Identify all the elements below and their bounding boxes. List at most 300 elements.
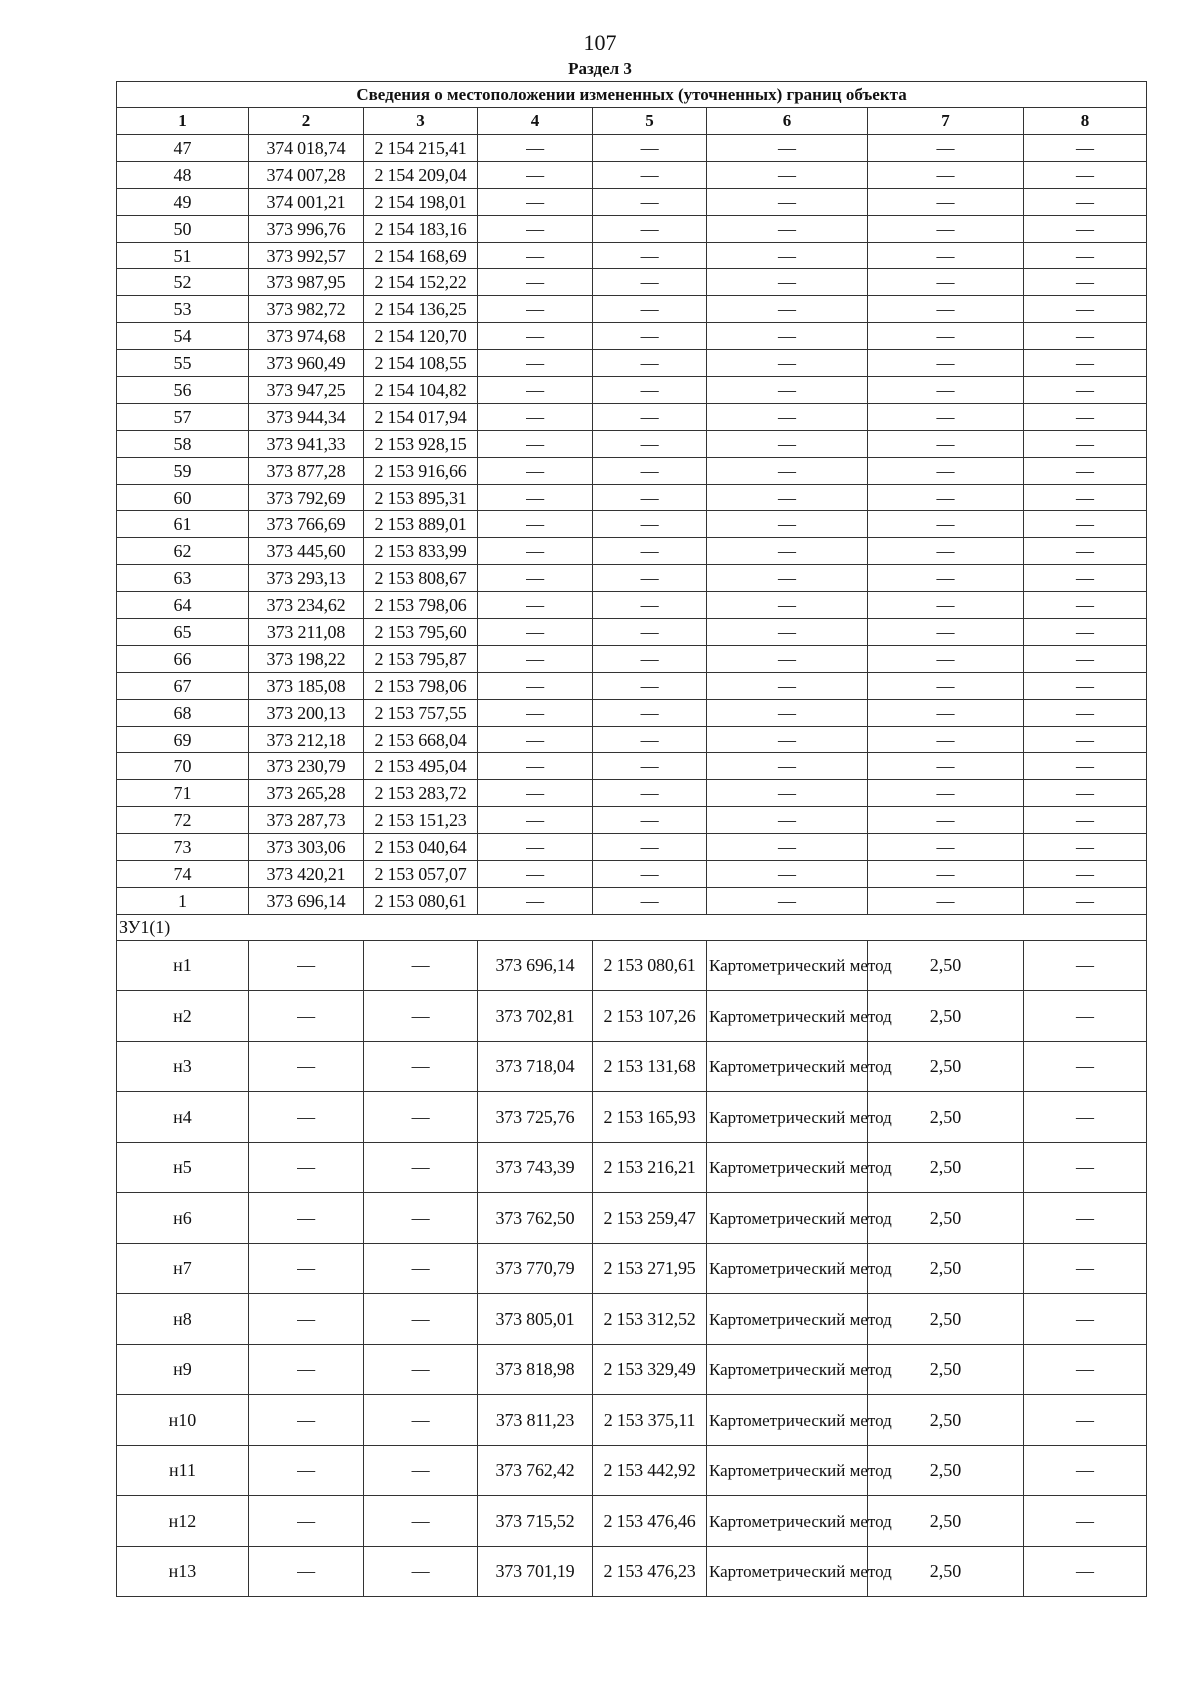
table-cell: н3 (117, 1041, 249, 1092)
table-cell: — (1024, 592, 1147, 619)
table-cell: — (707, 538, 868, 565)
table-cell: — (1024, 215, 1147, 242)
table-row (117, 484, 1147, 511)
table-cell: 63 (117, 565, 249, 592)
table-cell: — (868, 807, 1024, 834)
table-cell: 373 234,62 (249, 592, 364, 619)
table-row (117, 1546, 1147, 1597)
table-cell: 51 (117, 242, 249, 269)
table-cell: 2 153 080,61 (593, 940, 707, 991)
table-cell: — (707, 403, 868, 430)
table-cell: 64 (117, 592, 249, 619)
table-cell: — (478, 135, 593, 162)
table-cell: 2,50 (868, 1344, 1024, 1395)
table-cell: 62 (117, 538, 249, 565)
table-cell: — (249, 1193, 364, 1244)
existing-points-body (117, 135, 1147, 915)
table-cell: 373 818,98 (478, 1344, 593, 1395)
table-cell: — (1024, 565, 1147, 592)
table-cell: Картометрический метод (707, 1041, 868, 1092)
table-cell: Картометрический метод (707, 1294, 868, 1345)
table-cell: — (868, 135, 1024, 162)
table-cell: 373 420,21 (249, 861, 364, 888)
table-cell: — (593, 135, 707, 162)
table-cell: — (868, 457, 1024, 484)
table-cell: — (478, 726, 593, 753)
table-cell: 2 153 476,46 (593, 1496, 707, 1547)
table-cell: — (707, 484, 868, 511)
table-cell: 56 (117, 377, 249, 404)
table-cell: — (707, 619, 868, 646)
table-cell: 373 718,04 (478, 1041, 593, 1092)
table-cell: 373 811,23 (478, 1395, 593, 1446)
table-cell: — (868, 403, 1024, 430)
table-cell: — (1024, 1344, 1147, 1395)
table-cell: — (478, 403, 593, 430)
table-cell: — (478, 242, 593, 269)
table-cell: — (868, 242, 1024, 269)
table-cell: — (478, 780, 593, 807)
table-cell: 2 153 080,61 (364, 887, 478, 914)
table-cell: 373 265,28 (249, 780, 364, 807)
table-cell: — (364, 1344, 478, 1395)
table-cell: 373 982,72 (249, 296, 364, 323)
column-header: 6 (707, 108, 868, 135)
table-cell: — (593, 323, 707, 350)
table-cell: 2 153 808,67 (364, 565, 478, 592)
table-cell: — (1024, 511, 1147, 538)
table-cell: 373 996,76 (249, 215, 364, 242)
table-cell: — (593, 753, 707, 780)
table-cell: Картометрический метод (707, 1193, 868, 1244)
table-cell: 2 154 198,01 (364, 188, 478, 215)
table-cell: — (249, 1344, 364, 1395)
table-row (117, 861, 1147, 888)
table-cell: н7 (117, 1243, 249, 1294)
table-cell: 71 (117, 780, 249, 807)
table-cell: 2 154 168,69 (364, 242, 478, 269)
table-cell: — (707, 350, 868, 377)
table-cell: — (1024, 780, 1147, 807)
table-cell: — (868, 161, 1024, 188)
table-cell: — (1024, 538, 1147, 565)
table-cell: — (868, 619, 1024, 646)
table-cell: — (593, 242, 707, 269)
table-cell: — (593, 672, 707, 699)
table-cell: — (364, 1546, 478, 1597)
table-cell: 373 198,22 (249, 645, 364, 672)
table-cell: 49 (117, 188, 249, 215)
table-cell: — (478, 538, 593, 565)
table-cell: — (1024, 1041, 1147, 1092)
table-cell: 2 153 375,11 (593, 1395, 707, 1446)
table-cell: 2 154 183,16 (364, 215, 478, 242)
table-cell: — (478, 699, 593, 726)
table-cell: Картометрический метод (707, 1142, 868, 1193)
table-cell: Картометрический метод (707, 1445, 868, 1496)
table-row (117, 1445, 1147, 1496)
table-cell: 2 153 442,92 (593, 1445, 707, 1496)
table-cell: — (707, 457, 868, 484)
table-cell: 74 (117, 861, 249, 888)
table-cell: — (478, 484, 593, 511)
table-cell: — (364, 1395, 478, 1446)
table-cell: 54 (117, 323, 249, 350)
table-cell: 2,50 (868, 1243, 1024, 1294)
table-cell: 2 153 057,07 (364, 861, 478, 888)
table-row (117, 807, 1147, 834)
table-cell: 2 153 151,23 (364, 807, 478, 834)
table-cell: — (868, 565, 1024, 592)
table-cell: — (249, 1041, 364, 1092)
table-cell: — (593, 645, 707, 672)
table-cell: — (478, 511, 593, 538)
table-cell: 52 (117, 269, 249, 296)
table-cell: 373 770,79 (478, 1243, 593, 1294)
table-cell: — (478, 645, 593, 672)
boundary-coordinates-table (116, 81, 1147, 1597)
table-cell: — (364, 1496, 478, 1547)
table-cell: — (593, 457, 707, 484)
table-row (117, 403, 1147, 430)
table-caption: Сведения о местоположении измененных (уточненных) границ объекта (117, 82, 1147, 108)
column-header-row (117, 108, 1147, 135)
table-cell: 2,50 (868, 1092, 1024, 1143)
table-row (117, 350, 1147, 377)
table-row (117, 592, 1147, 619)
table-cell: 1 (117, 887, 249, 914)
table-cell: — (1024, 296, 1147, 323)
table-row (117, 753, 1147, 780)
table-cell: 373 185,08 (249, 672, 364, 699)
table-cell: — (707, 592, 868, 619)
table-row (117, 726, 1147, 753)
table-cell: — (478, 807, 593, 834)
table-cell: — (1024, 1243, 1147, 1294)
table-row (117, 135, 1147, 162)
table-cell: — (478, 377, 593, 404)
table-cell: 2 154 108,55 (364, 350, 478, 377)
table-cell: — (1024, 807, 1147, 834)
table-cell: 2 153 040,64 (364, 834, 478, 861)
table-cell: 373 287,73 (249, 807, 364, 834)
table-cell: — (364, 1142, 478, 1193)
table-cell: — (364, 1243, 478, 1294)
table-cell: — (1024, 323, 1147, 350)
table-cell: — (249, 940, 364, 991)
table-cell: — (593, 861, 707, 888)
table-cell: 2 153 107,26 (593, 991, 707, 1042)
table-cell: — (707, 807, 868, 834)
table-cell: — (707, 323, 868, 350)
table-cell: 66 (117, 645, 249, 672)
table-cell: — (478, 323, 593, 350)
table-cell: — (1024, 1546, 1147, 1597)
table-cell: 2 153 216,21 (593, 1142, 707, 1193)
table-cell: 53 (117, 296, 249, 323)
table-cell: — (593, 538, 707, 565)
table-cell: 373 762,50 (478, 1193, 593, 1244)
table-cell: 47 (117, 135, 249, 162)
table-row (117, 215, 1147, 242)
table-cell: 373 762,42 (478, 1445, 593, 1496)
table-cell: — (707, 887, 868, 914)
table-cell: — (868, 699, 1024, 726)
table-row (117, 887, 1147, 914)
table-cell: — (868, 538, 1024, 565)
table-cell: 2 154 152,22 (364, 269, 478, 296)
table-row (117, 161, 1147, 188)
table-row (117, 834, 1147, 861)
table-cell: — (868, 861, 1024, 888)
table-cell: — (1024, 619, 1147, 646)
table-cell: н5 (117, 1142, 249, 1193)
table-cell: — (707, 215, 868, 242)
table-cell: — (868, 430, 1024, 457)
table-cell: — (593, 296, 707, 323)
table-cell: 373 944,34 (249, 403, 364, 430)
table-cell: — (868, 188, 1024, 215)
table-row (117, 1092, 1147, 1143)
table-cell: 57 (117, 403, 249, 430)
table-cell: — (1024, 861, 1147, 888)
table-row (117, 1395, 1147, 1446)
table-cell: — (593, 780, 707, 807)
table-cell: 374 007,28 (249, 161, 364, 188)
table-row (117, 1142, 1147, 1193)
table-cell: 374 018,74 (249, 135, 364, 162)
table-cell: 69 (117, 726, 249, 753)
table-cell: 2 154 104,82 (364, 377, 478, 404)
table-cell: 70 (117, 753, 249, 780)
table-cell: 373 211,08 (249, 619, 364, 646)
table-cell: — (593, 807, 707, 834)
table-cell: 2,50 (868, 1142, 1024, 1193)
table-row (117, 1294, 1147, 1345)
table-row (117, 296, 1147, 323)
table-cell: — (707, 861, 868, 888)
table-cell: — (593, 215, 707, 242)
table-cell: — (1024, 161, 1147, 188)
table-cell: 2 153 757,55 (364, 699, 478, 726)
table-cell: — (593, 269, 707, 296)
table-cell: — (707, 430, 868, 457)
table-cell: 2 153 895,31 (364, 484, 478, 511)
table-cell: 2 153 889,01 (364, 511, 478, 538)
table-cell: 2 153 283,72 (364, 780, 478, 807)
table-cell: — (593, 726, 707, 753)
table-cell: н13 (117, 1546, 249, 1597)
table-cell: — (868, 296, 1024, 323)
table-cell: — (1024, 1193, 1147, 1244)
table-cell: — (593, 403, 707, 430)
table-cell: — (364, 1294, 478, 1345)
table-cell: 48 (117, 161, 249, 188)
group-label: ЗУ1(1) (117, 914, 1147, 940)
table-cell: — (1024, 887, 1147, 914)
table-cell: — (478, 350, 593, 377)
table-cell: — (1024, 645, 1147, 672)
table-row (117, 269, 1147, 296)
table-cell: 373 715,52 (478, 1496, 593, 1547)
table-cell: — (707, 672, 868, 699)
table-cell: — (1024, 484, 1147, 511)
table-cell: 373 947,25 (249, 377, 364, 404)
table-cell: 2 154 136,25 (364, 296, 478, 323)
table-cell: Картометрический метод (707, 1395, 868, 1446)
table-cell: н8 (117, 1294, 249, 1345)
table-cell: — (1024, 457, 1147, 484)
table-row (117, 565, 1147, 592)
table-row (117, 323, 1147, 350)
table-cell: — (249, 991, 364, 1042)
table-cell: — (478, 161, 593, 188)
table-cell: 2,50 (868, 1546, 1024, 1597)
table-row (117, 188, 1147, 215)
table-cell: 2,50 (868, 1395, 1024, 1446)
table-cell: 373 877,28 (249, 457, 364, 484)
table-cell: Картометрический метод (707, 1496, 868, 1547)
table-cell: — (868, 511, 1024, 538)
table-cell: — (593, 511, 707, 538)
table-cell: 2 153 165,93 (593, 1092, 707, 1143)
table-cell: — (868, 726, 1024, 753)
table-cell: — (364, 1092, 478, 1143)
table-cell: 2,50 (868, 1041, 1024, 1092)
table-cell: — (707, 161, 868, 188)
group-row (117, 914, 1147, 940)
group-body (117, 914, 1147, 940)
new-points-body (117, 940, 1147, 1597)
table-cell: 373 766,69 (249, 511, 364, 538)
table-cell: 60 (117, 484, 249, 511)
table-cell: 2,50 (868, 1445, 1024, 1496)
table-row (117, 1496, 1147, 1547)
table-cell: — (478, 753, 593, 780)
table-cell: — (868, 887, 1024, 914)
table-cell: — (1024, 834, 1147, 861)
table-cell: — (478, 592, 593, 619)
table-cell: — (249, 1546, 364, 1597)
table-row (117, 377, 1147, 404)
table-cell: — (707, 753, 868, 780)
table-cell: 2 153 928,15 (364, 430, 478, 457)
table-cell: — (593, 350, 707, 377)
table-cell: Картометрический метод (707, 991, 868, 1042)
table-cell: 373 696,14 (478, 940, 593, 991)
table-cell: 2,50 (868, 1193, 1024, 1244)
table-cell: Картометрический метод (707, 1092, 868, 1143)
table-row (117, 699, 1147, 726)
table-cell: 373 293,13 (249, 565, 364, 592)
table-cell: — (868, 672, 1024, 699)
table-cell: 2,50 (868, 991, 1024, 1042)
table-cell: 373 941,33 (249, 430, 364, 457)
table-cell: 373 987,95 (249, 269, 364, 296)
table-cell: Картометрический метод (707, 940, 868, 991)
table-cell: 2 154 017,94 (364, 403, 478, 430)
table-cell: — (1024, 1496, 1147, 1547)
table-cell: — (478, 565, 593, 592)
table-row (117, 940, 1147, 991)
table-cell: — (249, 1243, 364, 1294)
table-row (117, 1243, 1147, 1294)
table-cell: — (1024, 350, 1147, 377)
table-cell: — (707, 511, 868, 538)
table-cell: 61 (117, 511, 249, 538)
table-cell: — (868, 350, 1024, 377)
table-cell: н9 (117, 1344, 249, 1395)
table-cell: — (1024, 1294, 1147, 1345)
table-cell: — (593, 484, 707, 511)
table-cell: 65 (117, 619, 249, 646)
table-cell: — (478, 215, 593, 242)
table-cell: — (1024, 753, 1147, 780)
table-cell: 2 153 271,95 (593, 1243, 707, 1294)
table-cell: 374 001,21 (249, 188, 364, 215)
table-cell: — (478, 296, 593, 323)
table-row (117, 242, 1147, 269)
table-cell: 2 153 259,47 (593, 1193, 707, 1244)
table-cell: 373 960,49 (249, 350, 364, 377)
table-cell: — (593, 161, 707, 188)
table-cell: — (707, 699, 868, 726)
table-cell: н11 (117, 1445, 249, 1496)
table-caption-row (117, 82, 1147, 108)
table-cell: — (707, 377, 868, 404)
table-cell: — (593, 699, 707, 726)
table-cell: — (868, 592, 1024, 619)
table-cell: 2 153 795,60 (364, 619, 478, 646)
table-cell: — (249, 1445, 364, 1496)
table-cell: 2 153 131,68 (593, 1041, 707, 1092)
table-cell: — (868, 323, 1024, 350)
table-cell: 2 153 312,52 (593, 1294, 707, 1345)
table-cell: — (478, 834, 593, 861)
table-cell: — (1024, 726, 1147, 753)
table-cell: н4 (117, 1092, 249, 1143)
table-cell: 2 153 798,06 (364, 592, 478, 619)
table-cell: 2,50 (868, 940, 1024, 991)
table-cell: 2 153 798,06 (364, 672, 478, 699)
table-cell: — (478, 619, 593, 646)
table-cell: — (364, 1193, 478, 1244)
table-cell: н1 (117, 940, 249, 991)
table-row (117, 457, 1147, 484)
table-cell: 58 (117, 430, 249, 457)
table-cell: — (249, 1395, 364, 1446)
table-cell: 59 (117, 457, 249, 484)
table-cell: 373 743,39 (478, 1142, 593, 1193)
column-header: 8 (1024, 108, 1147, 135)
table-cell: — (478, 672, 593, 699)
table-cell: — (1024, 1445, 1147, 1496)
table-cell: — (364, 991, 478, 1042)
table-cell: — (249, 1142, 364, 1193)
table-row (117, 511, 1147, 538)
table-cell: 373 445,60 (249, 538, 364, 565)
table-cell: — (1024, 377, 1147, 404)
table-cell: Картометрический метод (707, 1243, 868, 1294)
table-cell: 2 153 329,49 (593, 1344, 707, 1395)
column-header: 1 (117, 108, 249, 135)
table-cell: 2 153 476,23 (593, 1546, 707, 1597)
table-row (117, 991, 1147, 1042)
table-cell: — (1024, 1142, 1147, 1193)
table-cell: 373 701,19 (478, 1546, 593, 1597)
table-cell: — (478, 861, 593, 888)
table-cell: 55 (117, 350, 249, 377)
